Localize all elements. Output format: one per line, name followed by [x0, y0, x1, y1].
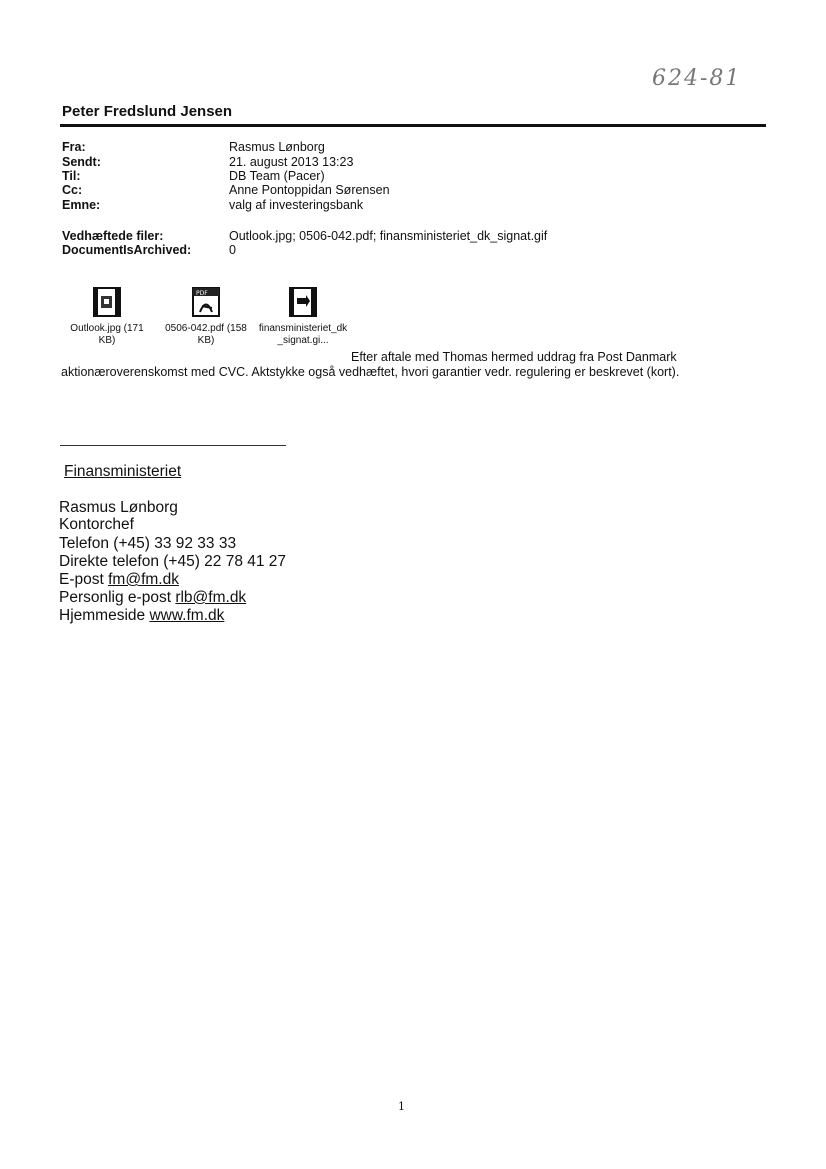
image-file-icon — [287, 286, 319, 318]
attachments-label: Vedhæftede filer: — [62, 229, 164, 243]
email-link[interactable]: fm@fm.dk — [108, 571, 179, 588]
attachment-size: _signat.gi... — [277, 335, 329, 346]
signature-website-line — [59, 607, 224, 624]
attachment-signat-gif[interactable] — [253, 286, 353, 347]
signature-email-line — [59, 571, 179, 588]
from-value: Rasmus Lønborg — [229, 140, 325, 154]
attachment-name: finansministeriet_dk — [258, 323, 348, 334]
signature-name: Rasmus Lønborg — [59, 499, 178, 516]
image-file-icon — [91, 286, 123, 318]
body-line-2: aktionæroverenskomst med CVC. Aktstykke også vedhæftet, hvori garantier vedr. regulering er beskrevet (kort). — [61, 365, 680, 379]
subject-value: valg af investeringsbank — [229, 198, 364, 212]
attachment-pdf[interactable] — [156, 286, 256, 347]
signature-direct-phone: Direkte telefon (+45) 22 78 41 27 — [59, 553, 287, 570]
attachment-name: Outlook.jpg (171 — [70, 323, 144, 334]
cc-label: Cc: — [62, 183, 83, 197]
archived-label: DocumentIsArchived: — [62, 243, 192, 257]
website-label: Hjemmeside — [59, 607, 146, 624]
pdf-file-icon — [190, 286, 222, 318]
website-link[interactable]: www.fm.dk — [149, 607, 225, 624]
to-label: Til: — [62, 169, 81, 183]
subject-label: Emne: — [62, 198, 101, 212]
sender-name: Peter Fredslund Jensen — [62, 103, 233, 120]
page-number: 1 — [398, 1100, 405, 1113]
email-label: E-post — [59, 571, 104, 588]
body-line-1: Efter aftale med Thomas hermed uddrag fra Post Danmark — [351, 350, 677, 364]
personal-email-label: Personlig e-post — [59, 589, 172, 606]
signature-title: Kontorchef — [59, 516, 134, 533]
attachment-size: KB) — [197, 335, 215, 346]
personal-email-link[interactable]: rlb@fm.dk — [175, 589, 247, 606]
header-divider — [60, 124, 766, 127]
to-value: DB Team (Pacer) — [229, 169, 325, 183]
attachment-name: 0506-042.pdf (158 — [165, 323, 247, 334]
signature-divider — [60, 445, 286, 446]
signature-phone: Telefon (+45) 33 92 33 33 — [59, 535, 237, 552]
svg-text:PDF: PDF — [196, 290, 208, 297]
from-label: Fra: — [62, 140, 86, 154]
signature-org: Finansministeriet — [64, 463, 182, 480]
signature-personal-email-line — [59, 589, 246, 606]
attachments-value: Outlook.jpg; 0506-042.pdf; finansministeriet_dk_signat.gif — [229, 229, 548, 243]
cc-value: Anne Pontoppidan Sørensen — [229, 183, 390, 197]
attachment-size: KB) — [98, 335, 116, 346]
attachment-outlook-jpg[interactable] — [57, 286, 157, 347]
archived-value: 0 — [229, 243, 236, 257]
sent-value: 21. august 2013 13:23 — [229, 155, 354, 169]
handwritten-stamp: 624-81 — [652, 66, 742, 91]
sent-label: Sendt: — [62, 155, 101, 169]
